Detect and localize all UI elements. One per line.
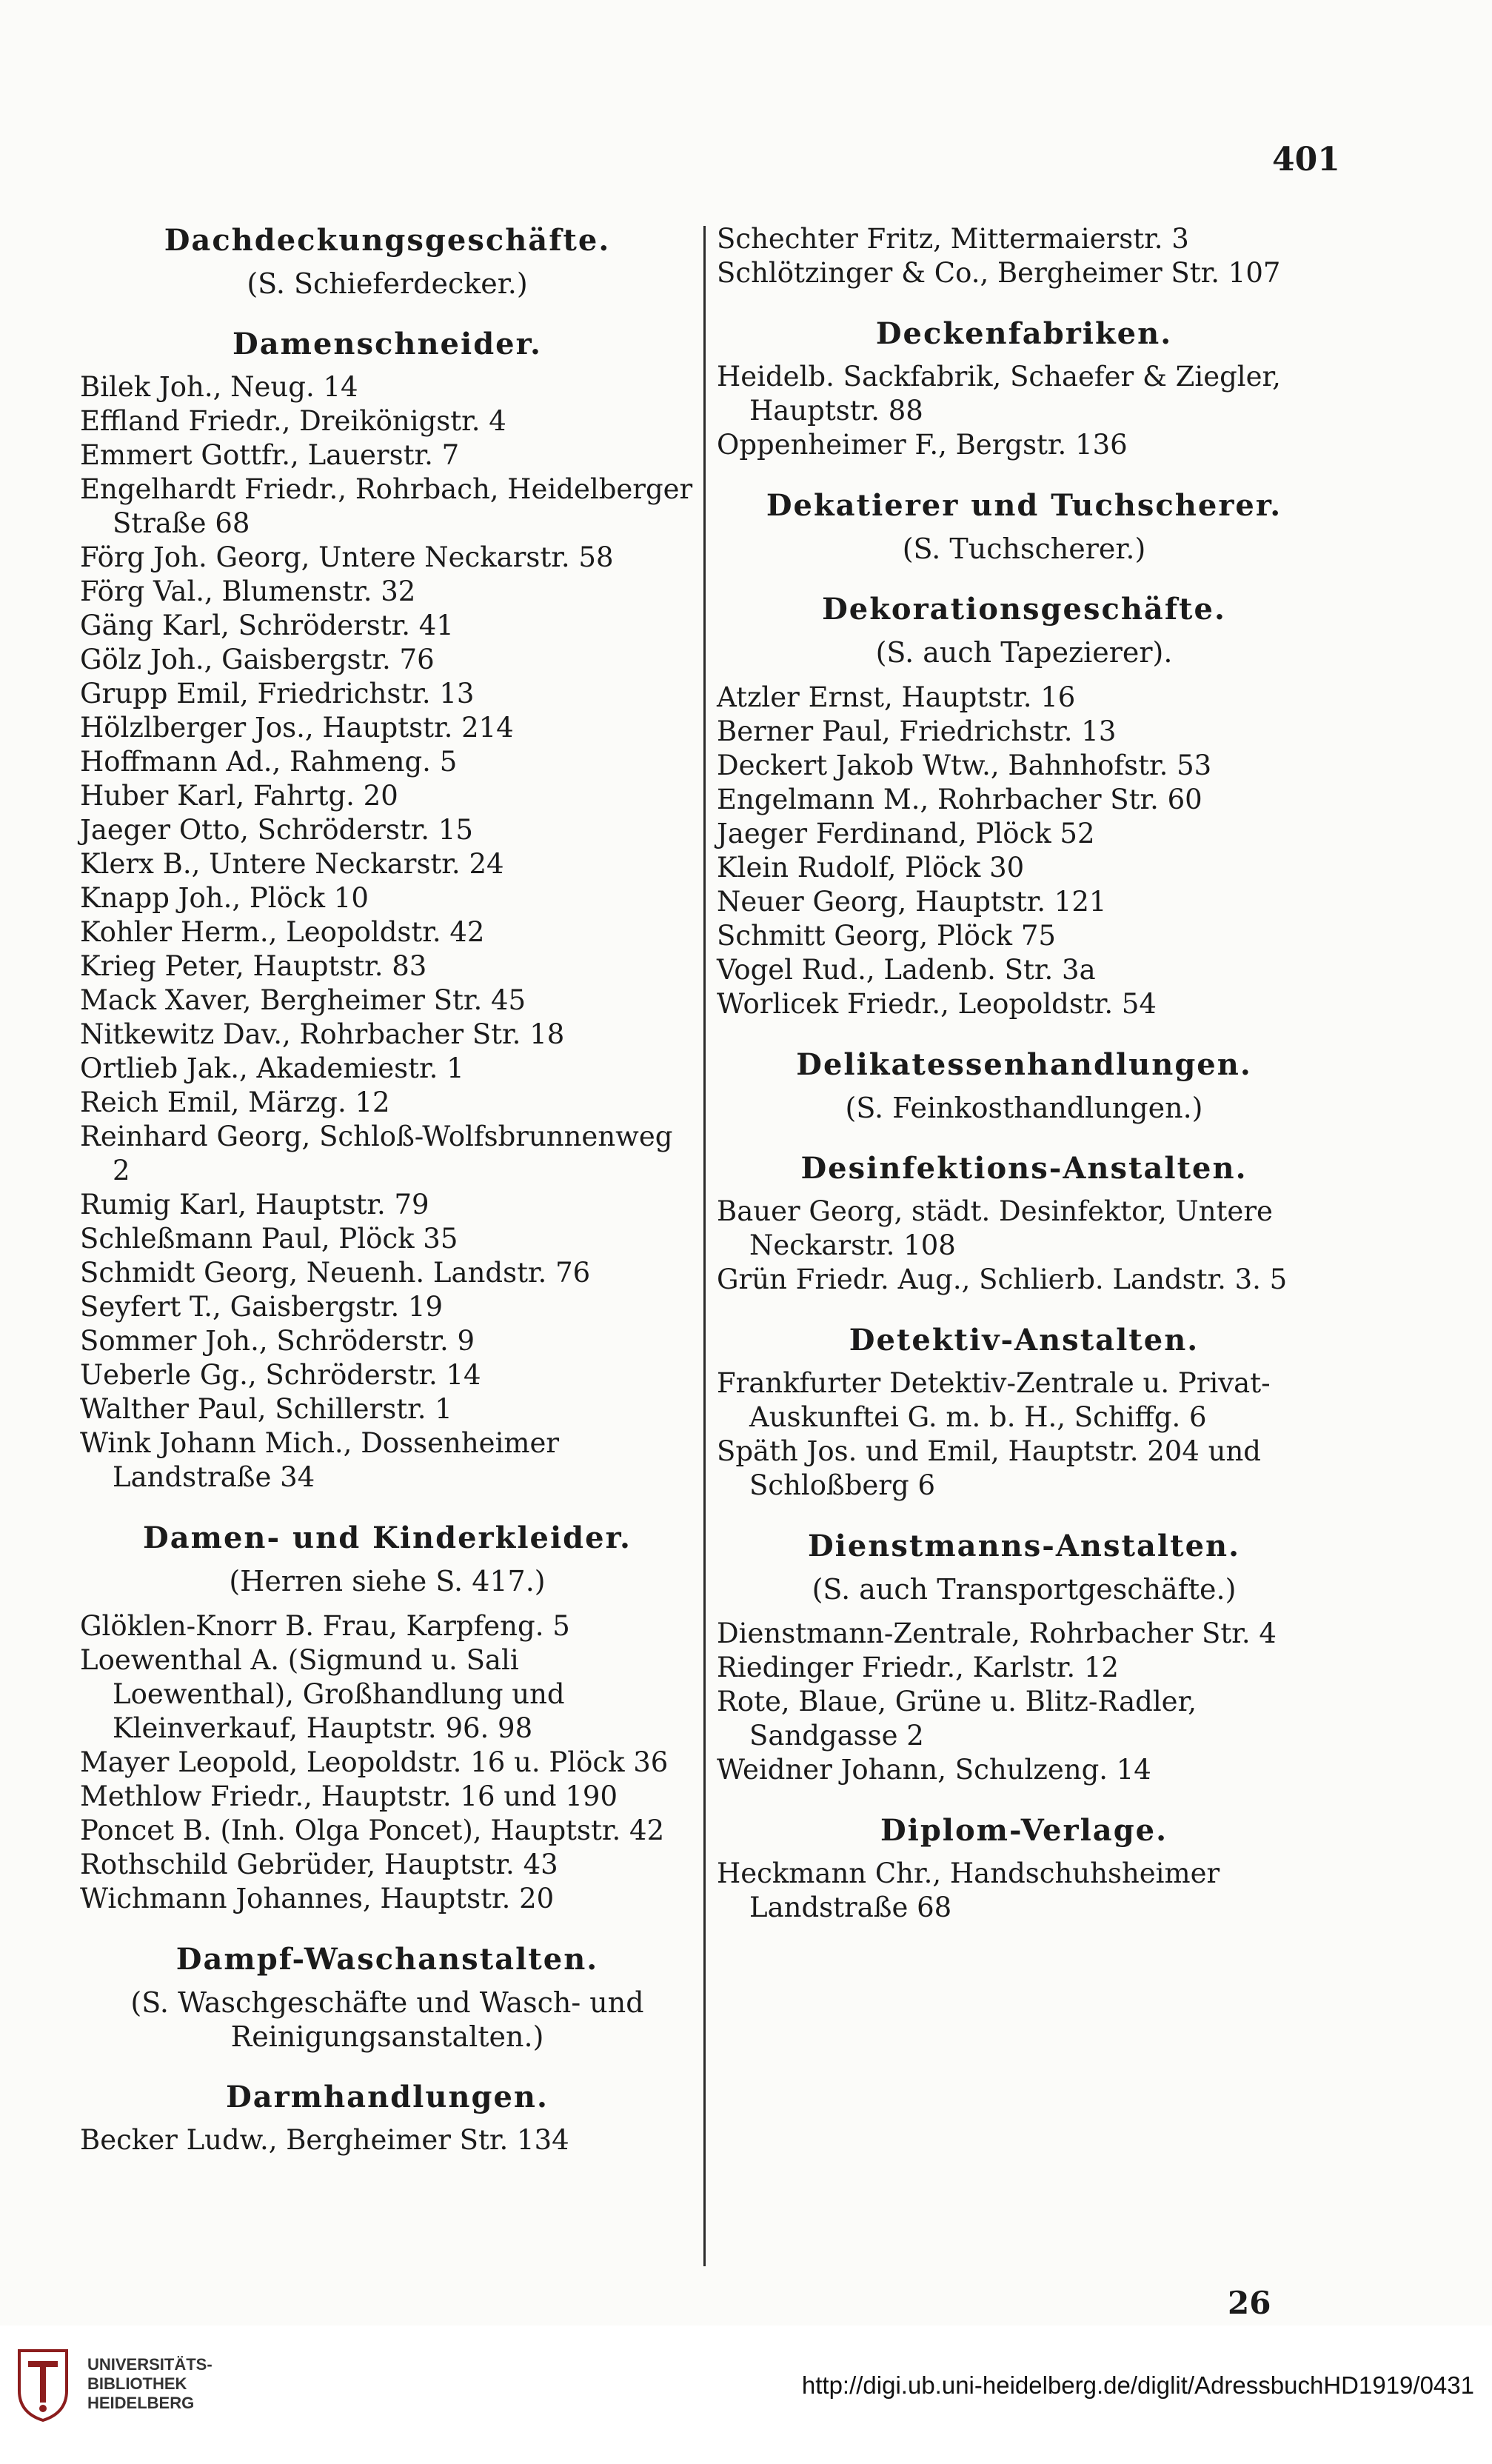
directory-entry: Kohler Herm., Leopoldstr. 42	[80, 916, 485, 949]
directory-entry: Förg Val., Blumenstr. 32	[80, 575, 416, 608]
column-divider	[703, 226, 706, 2266]
directory-entry: Jaeger Otto, Schröderstr. 15	[80, 814, 473, 847]
directory-entry: Reich Emil, Märzg. 12	[80, 1086, 390, 1119]
directory-entry: Riedinger Friedr., Karlstr. 12	[717, 1652, 1119, 1684]
directory-entry: Rote, Blaue, Grüne u. Blitz-Radler, Sandgasse 2	[717, 1686, 1197, 1752]
directory-section-darmhandlungen	[80, 2079, 695, 2157]
section-heading: Desinfektions-Anstalten.	[800, 1151, 1248, 1186]
directory-section-diplom-verlage	[717, 1812, 1331, 1925]
entry-list	[80, 1609, 695, 1916]
directory-entry: Grün Friedr. Aug., Schlierb. Landstr. 3. 5	[717, 1263, 1288, 1296]
directory-section-dekorationsgesch-fte	[717, 591, 1331, 1021]
directory-entry: Schmidt Georg, Neuenh. Landstr. 76	[80, 1257, 591, 1289]
directory-entry: Reinhard Georg, Schloß-Wolfsbrunnenweg 2	[80, 1121, 673, 1187]
directory-section	[717, 222, 1331, 290]
directory-entry: Klerx B., Untere Neckarstr. 24	[80, 848, 504, 881]
entry-list	[717, 1617, 1331, 1787]
directory-section-desinfektions-anstalten	[717, 1150, 1331, 1297]
directory-entry: Atzler Ernst, Hauptstr. 16	[717, 681, 1076, 713]
directory-entry: Engelmann M., Rohrbacher Str. 60	[717, 783, 1202, 815]
directory-section-dampf-waschanstalten	[80, 1941, 695, 2054]
directory-entry: Bilek Joh., Neug. 14	[80, 371, 358, 404]
directory-entry: Dienstmann-Zentrale, Rohrbacher Str. 4	[717, 1617, 1277, 1650]
entry-list	[717, 1366, 1331, 1503]
directory-entry: Huber Karl, Fahrtg. 20	[80, 780, 398, 812]
directory-entry: Frankfurter Detektiv-Zentrale u. Privat-Auskunftei G. m. b. H., Schiffg. 6	[717, 1367, 1271, 1434]
directory-entry: Glöklen-Knorr B. Frau, Karpfeng. 5	[80, 1609, 570, 1642]
section-note: (S. Waschgeschäfte und Wasch- und Reinigungsanstalten.)	[130, 1986, 644, 2054]
directory-entry: Späth Jos. und Emil, Hauptstr. 204 und Schloßberg 6	[717, 1435, 1261, 1502]
section-note: (S. Tuchscherer.)	[902, 532, 1146, 565]
section-note: (S. auch Transportgeschäfte.)	[812, 1573, 1237, 1606]
section-heading: Dampf-Waschanstalten.	[175, 1941, 599, 1977]
directory-section-delikatessenhandlungen	[717, 1046, 1331, 1125]
section-note: (Herren siehe S. 417.)	[229, 1565, 546, 1598]
directory-entry: Jaeger Ferdinand, Plöck 52	[717, 817, 1095, 849]
directory-entry: Hölzlberger Jos., Hauptstr. 214	[80, 712, 514, 744]
directory-entry: Sommer Joh., Schröderstr. 9	[80, 1325, 475, 1358]
directory-section-dachdeckungsgesch-fte	[80, 222, 695, 301]
directory-entry: Schlötzinger & Co., Bergheimer Str. 107	[717, 257, 1281, 289]
directory-entry: Berner Paul, Friedrichstr. 13	[717, 715, 1117, 747]
section-heading: Damen- und Kinderkleider.	[143, 1520, 632, 1556]
library-line: HEIDELBERG	[87, 2394, 195, 2412]
directory-entry: Heckmann Chr., Handschuhsheimer Landstraße 68	[717, 1857, 1220, 1924]
section-heading: Delikatessenhandlungen.	[796, 1046, 1252, 1082]
directory-entry: Emmert Gottfr., Lauerstr. 7	[80, 439, 460, 472]
entry-list	[717, 222, 1331, 290]
directory-entry: Vogel Rud., Ladenb. Str. 3a	[717, 953, 1096, 986]
section-note: (S. Schieferdecker.)	[247, 267, 528, 300]
directory-entry: Effland Friedr., Dreikönigstr. 4	[80, 405, 506, 438]
section-heading: Dekatierer und Tuchscherer.	[766, 488, 1282, 523]
section-note: (S. Feinkosthandlungen.)	[845, 1091, 1203, 1124]
directory-entry: Rumig Karl, Hauptstr. 79	[80, 1189, 429, 1221]
directory-section-damenschneider	[80, 326, 695, 1495]
directory-entry: Ortlieb Jak., Akademiestr. 1	[80, 1052, 464, 1085]
directory-entry: Wink Johann Mich., Dossenheimer Landstraße 34	[80, 1427, 560, 1494]
entry-list	[717, 1857, 1331, 1925]
directory-entry: Weidner Johann, Schulzeng. 14	[717, 1754, 1151, 1786]
viewer-footer	[0, 2326, 1492, 2464]
directory-entry: Rothschild Gebrüder, Hauptstr. 43	[80, 1848, 558, 1880]
entry-list	[717, 681, 1331, 1021]
directory-entry: Grupp Emil, Friedrichstr. 13	[80, 678, 475, 710]
directory-entry: Ueberle Gg., Schröderstr. 14	[80, 1359, 481, 1392]
directory-entry: Hoffmann Ad., Rahmeng. 5	[80, 746, 458, 778]
directory-entry: Worlicek Friedr., Leopoldstr. 54	[717, 987, 1157, 1020]
directory-entry: Methlow Friedr., Hauptstr. 16 und 190	[80, 1780, 618, 1812]
directory-entry: Gäng Karl, Schröderstr. 41	[80, 610, 454, 642]
section-heading: Darmhandlungen.	[226, 2080, 549, 2115]
entry-list	[80, 370, 695, 1495]
directory-entry: Heidelb. Sackfabrik, Schaefer & Ziegler, Hauptstr. 88	[717, 361, 1281, 427]
entry-list	[717, 1195, 1331, 1297]
directory-section-damen-und-kinderkleider	[80, 1520, 695, 1915]
directory-entry: Klein Rudolf, Plöck 30	[717, 851, 1025, 884]
library-line: BIBLIOTHEK	[87, 2374, 187, 2393]
directory-entry: Schechter Fritz, Mittermaierstr. 3	[717, 223, 1189, 255]
directory-entry: Nitkewitz Dav., Rohrbacher Str. 18	[80, 1018, 565, 1051]
directory-entry: Wichmann Johannes, Hauptstr. 20	[80, 1882, 555, 1914]
right-column	[717, 222, 1331, 1950]
section-heading: Dekorationsgeschäfte.	[822, 592, 1226, 627]
university-seal-icon	[9, 2343, 77, 2425]
sheet-number: 26	[1228, 2285, 1271, 2321]
left-column	[80, 222, 695, 2183]
directory-entry: Neuer Georg, Hauptstr. 121	[717, 885, 1107, 918]
directory-entry: Förg Joh. Georg, Untere Neckarstr. 58	[80, 541, 614, 574]
directory-section-detektiv-anstalten	[717, 1322, 1331, 1503]
directory-entry: Oppenheimer F., Bergstr. 136	[717, 429, 1128, 461]
directory-entry: Poncet B. (Inh. Olga Poncet), Hauptstr. 42	[80, 1814, 665, 1846]
directory-entry: Knapp Joh., Plöck 10	[80, 882, 369, 915]
section-heading: Detektiv-Anstalten.	[849, 1323, 1200, 1358]
directory-entry: Walther Paul, Schillerstr. 1	[80, 1393, 452, 1426]
directory-entry: Gölz Joh., Gaisbergstr. 76	[80, 644, 435, 676]
page-number: 401	[1272, 141, 1340, 178]
entry-list	[80, 2123, 695, 2157]
directory-entry: Loewenthal A. (Sigmund u. Sali Loewenthal), Großhandlung und Kleinverkauf, Hauptstr. 96. 98	[80, 1643, 565, 1744]
section-heading: Deckenfabriken.	[875, 316, 1173, 351]
directory-entry: Schleßmann Paul, Plöck 35	[80, 1223, 458, 1255]
section-heading: Dienstmanns-Anstalten.	[807, 1529, 1241, 1564]
directory-entry: Mayer Leopold, Leopoldstr. 16 u. Plöck 36	[80, 1746, 669, 1778]
section-heading: Diplom-Verlage.	[880, 1813, 1168, 1849]
directory-section-deckenfabriken	[717, 315, 1331, 462]
library-name	[87, 2355, 213, 2413]
section-heading: Dachdeckungsgeschäfte.	[164, 223, 611, 258]
source-url-link[interactable]: http://digi.ub.uni-heidelberg.de/diglit/AdressbuchHD1919/0431	[801, 2371, 1474, 2399]
directory-entry: Deckert Jakob Wtw., Bahnhofstr. 53	[717, 749, 1212, 781]
directory-entry: Mack Xaver, Bergheimer Str. 45	[80, 984, 526, 1017]
entry-list	[717, 360, 1331, 462]
directory-section-dekatierer-und-tuchscherer	[717, 487, 1331, 566]
directory-entry: Seyfert T., Gaisbergstr. 19	[80, 1291, 444, 1323]
section-note: (S. auch Tapezierer).	[875, 636, 1173, 670]
section-heading: Damenschneider.	[233, 327, 542, 362]
directory-entry: Bauer Georg, städt. Desinfektor, Untere Neckarstr. 108	[717, 1195, 1273, 1262]
library-line: UNIVERSITÄTS-	[87, 2355, 213, 2374]
directory-section-dienstmanns-anstalten	[717, 1528, 1331, 1787]
directory-entry: Krieg Peter, Hauptstr. 83	[80, 950, 427, 983]
directory-entry: Schmitt Georg, Plöck 75	[717, 919, 1056, 952]
directory-entry: Becker Ludw., Bergheimer Str. 134	[80, 2124, 569, 2157]
directory-entry: Engelhardt Friedr., Rohrbach, Heidelberger Straße 68	[80, 473, 693, 540]
